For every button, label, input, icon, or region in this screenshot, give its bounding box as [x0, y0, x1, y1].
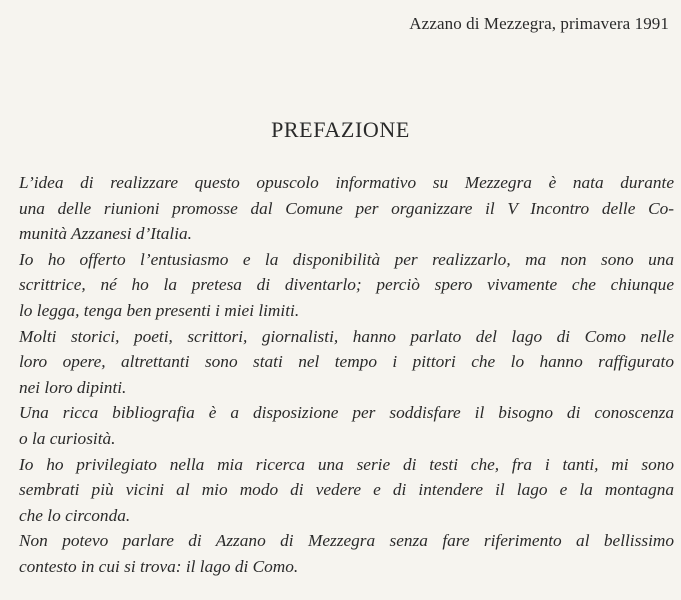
- text-line: loro opere, altrettanti sono stati nel tempo i pittori che lo hanno raffigurato: [19, 352, 674, 372]
- paragraph: [19, 324, 674, 401]
- paragraph: [19, 170, 674, 247]
- text-line: che lo circonda.: [19, 505, 131, 525]
- text-line: una delle riunioni promosse dal Comune per organizzare il V Incontro delle Co-: [19, 198, 674, 218]
- text-line: Io ho offerto l’entusiasmo e la disponibilità per realizzarlo, ma non sono una: [19, 249, 674, 269]
- text-line: Non potevo parlare di Azzano di Mezzegra senza fare riferimento al bellissimo: [19, 531, 674, 551]
- text-line: Io ho privilegiato nella mia ricerca una serie di testi che, fra i tanti, mi sono: [19, 454, 674, 474]
- text-line: contesto in cui si trova: il lago di Como.: [19, 556, 299, 576]
- text-line: munità Azzanesi d’Italia.: [19, 224, 192, 244]
- text-line: lo legga, tenga ben presenti i miei limiti.: [19, 300, 300, 320]
- text-line: nei loro dipinti.: [19, 377, 127, 397]
- text-line: Molti storici, poeti, scrittori, giornalisti, hanno parlato del lago di Como nelle: [19, 326, 674, 346]
- text-line: sembrati più vicini al mio modo di vedere e di intendere il lago e la montagna: [19, 480, 674, 500]
- text-line: scrittrice, né ho la pretesa di diventarlo; perciò spero vivamente che chiunque: [19, 275, 674, 295]
- preface-body: [19, 170, 674, 580]
- text-line: o la curiosità.: [19, 428, 116, 448]
- paragraph: [19, 452, 674, 529]
- text-line: Una ricca bibliografia è a disposizione per soddisfare il bisogno di conoscenza: [19, 403, 674, 423]
- dateline: Azzano di Mezzegra, primavera 1991: [409, 14, 669, 33]
- page-title: PREFAZIONE: [271, 117, 410, 142]
- paragraph: [19, 247, 674, 324]
- text-line: L’idea di realizzare questo opuscolo informativo su Mezzegra è nata durante: [19, 173, 674, 192]
- paragraph: [19, 528, 674, 579]
- paragraph: [19, 400, 674, 451]
